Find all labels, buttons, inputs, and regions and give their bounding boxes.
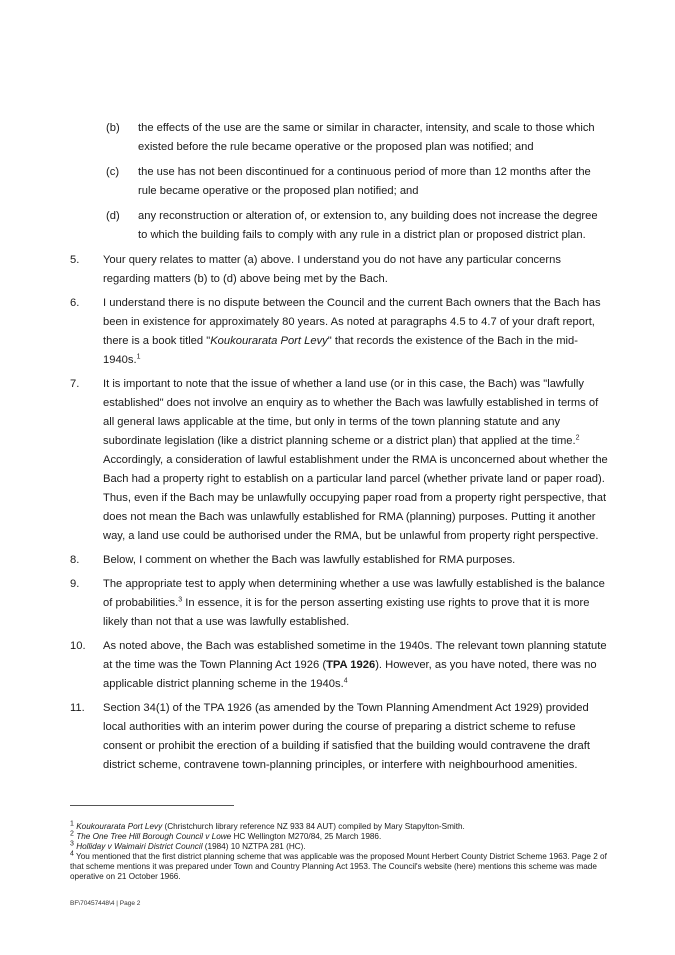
text-run: The appropriate test to apply when determining whether a use was lawfully established is the balance of probabilities. xyxy=(103,578,605,609)
footnote-3 xyxy=(70,842,610,852)
footnote-2 xyxy=(70,832,610,842)
paragraph-10 xyxy=(70,637,610,694)
paragraph-number: 7. xyxy=(70,378,80,390)
paragraph-9 xyxy=(70,575,610,632)
footnote-text: (1984) 10 NZTPA 281 (HC). xyxy=(202,842,306,851)
paragraph-8 xyxy=(70,551,610,570)
text-run: ). However, as you have noted, there was no applicable district planning scheme in the 1940s. xyxy=(103,659,597,690)
text-run: As noted above, the Bach was established sometime in the 1940s. The relevant town planning statute at the time was the Town Planning Act 1926 ( xyxy=(103,640,607,671)
paragraph-text: Your query relates to matter (a) above. I understand you do not have any particular concerns regarding matters (b) to (d) above being met by the Bach. xyxy=(103,254,561,285)
paragraph-number: 10. xyxy=(70,640,86,652)
sub-item-label: (b) xyxy=(106,122,120,134)
sub-item-c xyxy=(70,163,610,201)
text-run: " that records the existence of the Bach in the mid-1940s. xyxy=(103,335,578,366)
footnote-ref[interactable]: 2 xyxy=(575,434,580,442)
footnote-text: You mentioned that the first district planning scheme that was applicable was the proposed Mount Herbert County District Scheme 1963. Page 2 of that scheme mentions it was prepared under Town and Country Planning Act 1953. The Council's website (here) mentions this scheme was made operative on 21 October 1966. xyxy=(70,852,607,881)
sub-item-label: (c) xyxy=(106,166,120,178)
footnote-4 xyxy=(70,852,610,882)
paragraph-text xyxy=(103,375,610,546)
paragraph-number: 5. xyxy=(70,254,80,266)
paragraph-6 xyxy=(70,294,610,370)
paragraph-number: 8. xyxy=(70,554,80,566)
sub-item-label: (d) xyxy=(106,210,120,222)
footnote-ref[interactable]: 1 xyxy=(136,353,141,361)
sub-item-text: any reconstruction or alteration of, or extension to, any building does not increase the degree to which the building fails to comply with any rule in a district plan or proposed district plan. xyxy=(138,210,598,241)
footnote-text: (Christchurch library reference NZ 933 84 AUT) compiled by Mary Stapylton-Smith. xyxy=(162,822,465,831)
text-run: In essence, it is for the person asserting existing use rights to prove that it is more likely than not that a use was lawfully established. xyxy=(103,597,590,628)
footnote-number: 4 xyxy=(70,850,74,858)
footnote-separator xyxy=(70,805,234,806)
text-run: I understand there is no dispute between the Council and the current Bach owners that the Bach has been in existence for approximately 80 years. As noted at paragraphs 4.5 to 4.7 of your draft report, there is a book titled " xyxy=(103,297,601,347)
paragraph-text xyxy=(103,637,610,694)
footnote-text: HC Wellington M270/84, 25 March 1986. xyxy=(231,832,382,841)
body-text xyxy=(70,119,610,780)
text-run: Accordingly, a consideration of lawful establishment under the RMA is unconcerned about whether the Bach had a property right to establish on a particular land parcel (whether private land or paper road). Thus, even if the Bach may be unlawfully occupying paper road from a property right perspective, that does not mean the Bach was unlawfully established for RMA (planning) purposes. Putting it another way, a land use could be authorised under the RMA, but be unlawful from property right perspective. xyxy=(103,454,608,542)
paragraph-number: 9. xyxy=(70,578,80,590)
footnote-ref[interactable]: 3 xyxy=(178,596,183,604)
paragraph-7 xyxy=(70,375,610,546)
footnote-ref[interactable]: 4 xyxy=(343,677,348,685)
paragraph-text: Section 34(1) of the TPA 1926 (as amended by the Town Planning Amendment Act 1929) provided local authorities with an interim power during the course of preparing a district scheme to refuse consent or prohibit the erection of a building if satisfied that the building would contravene the draft district scheme, contravene town-planning principles, or interfere with neighbourhood amenities. xyxy=(103,702,590,771)
footnote-title: Koukourarata Port Levy xyxy=(76,822,163,831)
text-run: It is important to note that the issue of whether a land use (or in this case, the Bach) was "lawfully established" does not involve an enquiry as to whether the Bach was lawfully established in terms of all general laws applicable at the time, but only in terms of the town planning statute and any subordinate legislation (like a district planning scheme or a district plan) that applied at the time. xyxy=(103,378,599,447)
paragraph-number: 11. xyxy=(70,702,85,714)
document-reference: BF\70457448\4 | Page 2 xyxy=(70,900,141,907)
sub-item-d xyxy=(70,207,610,245)
paragraph-5 xyxy=(70,251,610,289)
paragraph-text: Below, I comment on whether the Bach was lawfully established for RMA purposes. xyxy=(103,554,516,566)
book-title: Koukourarata Port Levy xyxy=(210,335,328,347)
footnote-number: 2 xyxy=(70,830,74,838)
paragraph-text xyxy=(103,294,610,370)
footnote-title: The One Tree Hill Borough Council v Lowe xyxy=(76,832,232,841)
defined-term: TPA 1926 xyxy=(326,659,376,671)
sub-item-text: the use has not been discontinued for a continuous period of more than 12 months after the rule became operative or the proposed plan notified; and xyxy=(138,166,591,197)
sub-item-text: the effects of the use are the same or similar in character, intensity, and scale to those which existed before the rule became operative or the proposed plan was notified; and xyxy=(138,122,595,153)
footnotes xyxy=(70,822,610,882)
paragraph-number: 6. xyxy=(70,297,80,309)
footnote-title: Holliday v Waimairi District Council xyxy=(76,842,203,851)
footnote-1 xyxy=(70,822,610,832)
footnote-number: 1 xyxy=(70,820,74,828)
footnote-number: 3 xyxy=(70,840,74,848)
sub-item-b xyxy=(70,119,610,157)
paragraph-text xyxy=(103,575,610,632)
paragraph-11 xyxy=(70,699,610,775)
